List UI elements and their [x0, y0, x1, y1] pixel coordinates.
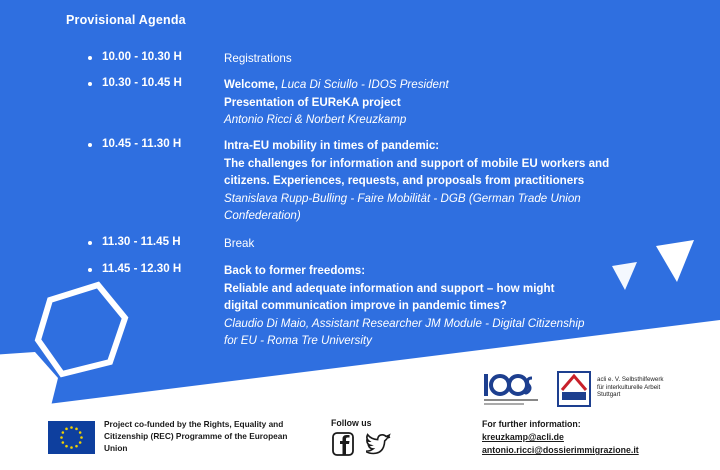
- agenda-line: Registrations: [224, 52, 292, 65]
- agenda-line: The challenges for information and support of mobile EU workers and: [224, 156, 610, 170]
- agenda-content: [224, 137, 664, 225]
- agenda-time: 11.45 - 12.30 H: [102, 262, 182, 275]
- eu-star-icon: [65, 428, 68, 431]
- agenda-content: [224, 76, 664, 129]
- eu-star-icon: [79, 431, 82, 434]
- agenda-time: 10.00 - 10.30 H: [102, 50, 182, 63]
- agenda-line: Reliable and adequate information and support – how might: [224, 281, 555, 295]
- speaker-name: Luca Di Sciullo - IDOS President: [281, 78, 449, 91]
- agenda-line: for EU - Roma Tre University: [224, 334, 372, 347]
- agenda-content: [224, 262, 664, 350]
- agenda-time: 10.30 - 10.45 H: [102, 76, 182, 89]
- eu-star-icon: [70, 426, 73, 429]
- eu-flag-logo: [48, 421, 95, 454]
- eu-star-icon: [62, 431, 65, 434]
- agenda-title: Provisional Agenda: [66, 13, 186, 27]
- eu-star-icon: [75, 428, 78, 431]
- agenda-line: Antonio Ricci & Norbert Kreuzkamp: [224, 113, 407, 126]
- email-link-ricci[interactable]: antonio.ricci@dossierimmigrazione.it: [482, 445, 639, 455]
- bullet-icon: [88, 268, 92, 272]
- agenda-time: 11.30 - 11.45 H: [102, 235, 181, 248]
- agenda-content: [224, 235, 664, 253]
- agenda-line: citizens. Experiences, requests, and proposals from practitioners: [224, 174, 585, 187]
- contact-info: [482, 418, 639, 457]
- eu-star-icon: [60, 436, 63, 439]
- acli-description: acli e. V. Selbsthilfewerk für interkulturelle Arbeit Stuttgart: [597, 376, 664, 398]
- welcome-label: Welcome,: [224, 78, 282, 91]
- eu-star-icon: [80, 436, 83, 439]
- agenda-content: [224, 50, 664, 68]
- bullet-icon: [88, 143, 92, 147]
- bullet-icon: [88, 241, 92, 245]
- eu-star-icon: [79, 441, 82, 444]
- agenda-line: [224, 76, 664, 94]
- agenda-line: digital communication improve in pandemic times?: [224, 299, 507, 312]
- agenda-line: Back to former freedoms:: [224, 264, 366, 277]
- bullet-icon: [88, 56, 92, 60]
- agenda-line: Break: [224, 237, 255, 250]
- twitter-icon[interactable]: [366, 432, 392, 456]
- agenda-line: Intra-EU mobility in times of pandemic:: [224, 139, 440, 152]
- facebook-icon[interactable]: [332, 432, 354, 456]
- info-label: For further information:: [482, 419, 581, 429]
- acli-logo: [556, 370, 592, 408]
- eu-star-icon: [62, 441, 65, 444]
- agenda-line: Presentation of EUReKA project: [224, 95, 401, 109]
- eu-star-icon: [75, 445, 78, 448]
- follow-us-label: Follow us: [331, 418, 372, 428]
- bullet-icon: [88, 82, 92, 86]
- agenda-time: 10.45 - 11.30 H: [102, 137, 182, 150]
- idos-logo: [482, 370, 540, 408]
- agenda-line: Confederation): [224, 209, 301, 222]
- agenda-line: Claudio Di Maio, Assistant Researcher JM Module - Digital Citizenship: [224, 316, 585, 330]
- agenda-line: Stanislava Rupp-Bulling - Faire Mobilität - DGB (German Trade Union: [224, 191, 581, 205]
- eu-star-icon: [65, 445, 68, 448]
- eu-cofunding-text: Project co-funded by the Rights, Equality and Citizenship (REC) Programme of the European Union: [104, 419, 288, 453]
- eu-star-icon: [70, 446, 73, 449]
- email-link-kreuzkamp[interactable]: kreuzkamp@acli.de: [482, 432, 564, 442]
